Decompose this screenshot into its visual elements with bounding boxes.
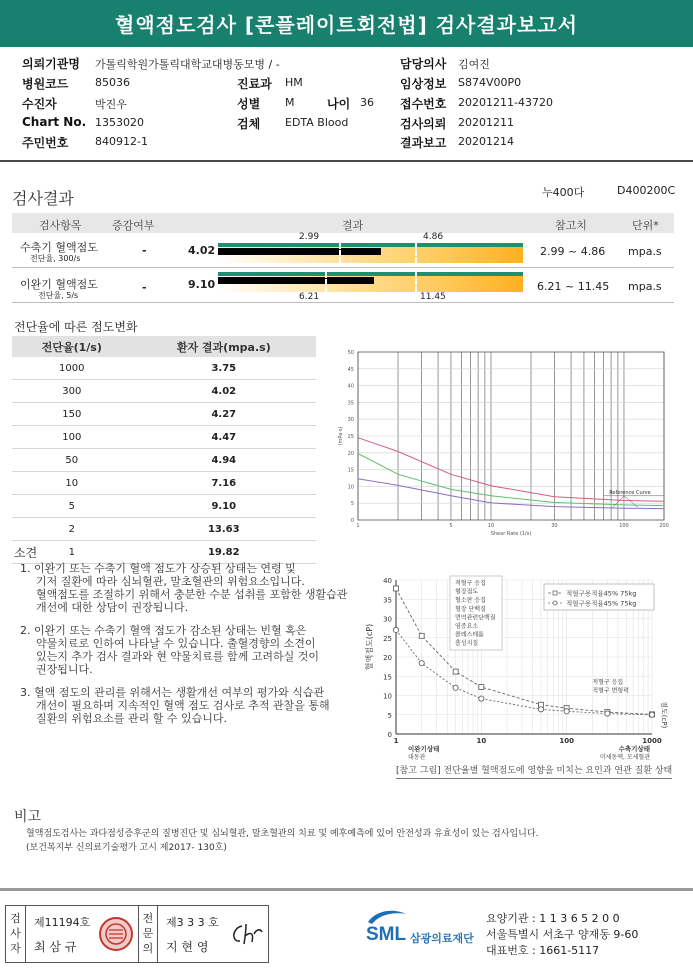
y-tick-label: 20	[383, 654, 392, 662]
factor-label: 혈장점도	[455, 588, 479, 596]
annotation-label: Reference Curve	[609, 489, 651, 496]
resident-value: 840912-1	[95, 135, 148, 148]
seal-stamp-icon	[98, 916, 134, 952]
y-tick-label: 45	[347, 366, 354, 373]
lab-name: 삼광의료재단	[410, 932, 474, 945]
data-point	[564, 709, 569, 714]
report-date-label: 결과보고	[400, 136, 447, 150]
result-value-bar	[218, 248, 381, 255]
results-code-2: D400200C	[617, 184, 676, 197]
result-ref-high: 11.45	[420, 292, 446, 302]
y-tick-label: 10	[383, 692, 392, 701]
doctor-label: 담당의사	[400, 57, 447, 71]
request-value: 20201211	[458, 116, 514, 129]
specialist-label-text: 전문의	[142, 912, 154, 955]
bottom-left-sub: 대동관	[408, 754, 426, 761]
header-result: 결과	[342, 219, 364, 232]
bottom-right-label: 수축기상태	[618, 745, 650, 753]
note-line: 기저 질환에 따라 심뇌혈관, 말초혈관의 위험요소입니다.	[36, 575, 305, 588]
shear-rate-cell: 5	[12, 495, 132, 518]
note-line: 권장됩니다.	[36, 663, 93, 676]
note-line: 개선에 대한 상담이 권장됩니다.	[36, 601, 189, 614]
right-axis-label: 점도(cP)	[660, 701, 668, 729]
receipt-label: 접수번호	[400, 97, 447, 111]
report-title: 혈액점도검사 [콘플레이트회전법] 검사결과보고서	[0, 0, 693, 47]
results-code-1: 누400다	[542, 186, 585, 199]
org-code: 요양기관 : 1 1 3 6 5 2 0 0	[486, 912, 620, 925]
shear-rate-cell: 1000	[12, 357, 132, 380]
shear-table-row	[12, 449, 316, 472]
shear-table-row	[12, 472, 316, 495]
legend-label: 적혈구용적율45% 75kg	[566, 599, 637, 608]
x-tick-label: 10	[476, 737, 487, 745]
shear-rate-cell: 10	[12, 472, 132, 495]
shear-rate-cell: 150	[12, 403, 132, 426]
note-line: 개선이 필요하며 지속적인 혈액 점도 검사로 추적 관찰을 통해	[36, 699, 330, 712]
lab-logo	[362, 906, 482, 960]
receiver-value: 박진우	[95, 98, 127, 111]
result-reference: 2.99 ~ 4.86	[540, 245, 606, 258]
age-label: 나이	[327, 97, 351, 111]
legend-label: 적혈구용적율45% 75kg	[566, 589, 637, 598]
age-value: 36	[360, 96, 374, 109]
result-reference: 6.21 ~ 11.45	[537, 280, 610, 293]
legend-marker	[553, 601, 557, 605]
result-value-bar	[218, 277, 374, 284]
data-point	[479, 696, 484, 701]
bottom-right-sub: 미세동맥, 모세혈관	[599, 754, 650, 761]
signature-box	[5, 905, 269, 963]
y-tick-label: 30	[383, 615, 392, 624]
result-range-stripe	[218, 243, 523, 247]
shear-result-cell: 13.63	[132, 518, 316, 541]
header-reference: 참고치	[555, 219, 587, 232]
remarks-line-1: 혈액점도검사는 과다점성증후군의 질병진단 및 심뇌혈관, 말초혈관의 치료 및 예후예측에 있어 안전성과 유효성이 있는 검사입니다.	[26, 829, 539, 839]
note-line: 2. 이완기 또는 수축기 혈액 점도가 감소된 상태는 빈혈 혹은	[20, 624, 307, 637]
shear-rate-cell: 1	[12, 541, 132, 564]
shear-result-cell: 4.02	[132, 380, 316, 403]
data-point	[538, 707, 543, 712]
divider	[0, 160, 693, 162]
series-line	[396, 630, 652, 715]
remarks-title: 비고	[14, 809, 42, 825]
low-shear-label: 적혈구 응집	[592, 678, 624, 686]
figure-caption: [참고 그림] 전단율별 혈액점도에 영향을 미치는 요인과 연관 질환 상태	[396, 766, 673, 776]
specimen-label: 검체	[237, 117, 261, 131]
ref-low-marker	[339, 243, 341, 263]
y-tick-label: 40	[383, 577, 392, 585]
shear-result-cell: 4.94	[132, 449, 316, 472]
x-axis-label: Shear Rate (1/s)	[490, 531, 532, 537]
result-unit: mpa.s	[628, 280, 662, 293]
specialist-license: 제3 3 3 호	[166, 916, 219, 929]
shear-result-cell: 19.82	[132, 541, 316, 564]
result-name: 이완기 혈액점도	[20, 278, 98, 291]
result-value: 9.10	[188, 278, 216, 291]
shear-table-row	[12, 380, 316, 403]
y-tick-label: 15	[383, 673, 392, 682]
figure-caption-underline	[396, 778, 672, 779]
x-tick-label: 30	[551, 523, 558, 529]
ref-high-marker	[415, 272, 417, 292]
chart-no-label: Chart No.	[22, 115, 87, 129]
results-header-row	[12, 213, 674, 233]
shear-rate-cell: 2	[12, 518, 132, 541]
specimen-value: EDTA Blood	[285, 116, 349, 129]
factor-label: 혈장 단백질	[455, 605, 486, 613]
result-unit: mpa.s	[628, 245, 662, 258]
x-tick-label: 5	[449, 523, 453, 529]
result-sub: 전단율, 5/s	[38, 291, 79, 300]
bottom-left-label: 이완기상태	[408, 745, 440, 753]
clinical-value: S874V00P0	[458, 76, 522, 89]
reference-figure	[364, 572, 674, 762]
y-axis-label: 혈액점도(cP)	[365, 623, 374, 671]
dept-label: 진료과	[237, 77, 272, 91]
lab-phone: 대표번호 : 1661-5117	[486, 944, 600, 957]
y-tick-label: 25	[347, 434, 354, 440]
note-line: 3. 혈액 점도의 관리를 위해서는 생활개선 여부의 평가와 식습관	[20, 686, 325, 699]
results-title: 검사결과	[12, 189, 74, 208]
shear-table-row	[12, 403, 316, 426]
result-ref-high: 4.86	[423, 232, 444, 242]
note-line: 혈액점도를 조절하기 위해서 충분한 수분 섭취를 포함한 생활습관	[36, 588, 348, 601]
y-tick-label: 35	[347, 400, 354, 407]
factor-label: 혈소판 응집	[455, 597, 486, 605]
y-tick-label: 25	[383, 634, 392, 643]
data-point	[453, 669, 458, 674]
legend-marker	[553, 591, 557, 595]
chart-no-value: 1353020	[95, 116, 144, 129]
y-tick-label: 5	[350, 501, 354, 508]
institution-value: 가톨릭학원가톨릭대학교대병동모병 / -	[95, 58, 280, 71]
shear-table-row	[12, 495, 316, 518]
shear-result-cell: 4.27	[132, 403, 316, 426]
checker-label-text: 검사자	[10, 912, 21, 955]
shear-table-row	[12, 357, 316, 380]
viscosity-chart	[336, 340, 676, 540]
note-line: 있는지 추가 검사 결과와 현 약물치료를 함께 고려하실 것이	[36, 650, 319, 663]
y-tick-label: 30	[347, 417, 354, 424]
receiver-label: 수진자	[22, 97, 57, 111]
specialist-label	[138, 906, 158, 962]
shear-table-row	[12, 426, 316, 449]
shear-result-cell: 4.47	[132, 426, 316, 449]
institution-label: 의뢰기관명	[22, 57, 80, 71]
y-tick-label: 15	[347, 467, 354, 474]
row-divider	[12, 267, 674, 268]
x-tick-label: 1	[356, 523, 360, 529]
checker-label	[6, 906, 26, 962]
specialist-name: 지 현 영	[166, 940, 209, 954]
shear-result-cell: 3.75	[132, 357, 316, 380]
notes-title: 소견	[14, 546, 38, 560]
result-change: -	[142, 244, 147, 257]
shear-rate-cell: 50	[12, 449, 132, 472]
header-change: 증감여부	[112, 219, 155, 232]
shear-header-result: 환자 결과(mpa.s)	[132, 336, 316, 357]
hospital-code-value: 85036	[95, 76, 130, 89]
clinical-label: 임상정보	[400, 77, 447, 91]
ref-low-marker	[325, 272, 327, 292]
report-date-value: 20201214	[458, 135, 514, 148]
result-ref-low: 2.99	[299, 232, 320, 242]
checker-license: 제11194호	[34, 916, 91, 929]
y-tick-label: 50	[347, 350, 354, 356]
receipt-value: 20201211-43720	[458, 96, 553, 109]
x-tick-label: 100	[619, 523, 629, 529]
request-label: 검사의뢰	[400, 117, 447, 131]
data-point	[419, 661, 424, 666]
footer-divider	[0, 888, 693, 891]
y-tick-label: 0	[350, 518, 354, 524]
y-tick-label: 20	[347, 450, 354, 457]
shear-header-rate: 전단율(1/s)	[12, 336, 132, 357]
note-line: 질환의 위험요소를 관리 할 수 있습니다.	[36, 712, 227, 725]
notes-text	[14, 562, 364, 725]
factor-label: 염증요소	[455, 623, 479, 630]
result-value: 4.02	[188, 244, 216, 257]
data-point	[393, 627, 398, 632]
ref-high-marker	[415, 243, 417, 263]
sex-label: 성별	[237, 97, 261, 111]
y-axis-label: (mPa·s)	[338, 426, 344, 446]
logo-text: SML	[366, 924, 407, 945]
note-line: 약물치료로 인하여 나타날 수 있습니다. 출혈경향의 소견이	[36, 637, 316, 650]
low-shear-label: 적혈구 변형력	[592, 687, 630, 695]
shear-result-cell: 7.16	[132, 472, 316, 495]
y-tick-label: 40	[347, 383, 354, 390]
x-tick-label: 200	[659, 523, 669, 529]
factor-label: 콜레스테롤	[455, 631, 484, 639]
x-tick-label: 10	[487, 523, 495, 529]
sex-value: M	[285, 96, 295, 109]
shear-rate-cell: 100	[12, 426, 132, 449]
note-line: 1. 이완기 또는 수축기 혈액 점도가 상승된 상태는 연령 및	[20, 562, 296, 575]
checker-name: 최 삼 규	[34, 940, 77, 954]
data-point	[605, 711, 610, 716]
x-tick-label: 100	[559, 737, 574, 745]
shear-table-row	[12, 541, 316, 564]
factor-label: 흡성지질	[455, 640, 479, 648]
shear-result-cell: 9.10	[132, 495, 316, 518]
x-tick-label: 1	[393, 737, 399, 745]
factor-label: 적혈구 응집	[455, 580, 486, 587]
resident-label: 주민번호	[22, 136, 69, 150]
data-point	[453, 685, 458, 690]
remarks-line-2: (보건복지부 신의료기술평가 고시 제2017- 130호)	[26, 843, 227, 853]
lab-address: 서울특별시 서초구 양재동 9-60	[486, 928, 639, 941]
hospital-code-label: 병원코드	[22, 77, 69, 91]
row-divider	[12, 302, 674, 303]
doctor-value: 김여진	[458, 58, 490, 71]
data-point	[479, 685, 484, 690]
x-tick-label: 1000	[642, 737, 662, 745]
y-tick-label: 35	[383, 596, 392, 605]
header-item: 검사항목	[39, 219, 82, 232]
data-point	[419, 633, 424, 638]
y-tick-label: 0	[387, 731, 392, 739]
result-name: 수축기 혈액점도	[20, 241, 98, 254]
shear-table-row	[12, 518, 316, 541]
y-tick-label: 10	[347, 484, 354, 491]
header-unit: 단위*	[632, 219, 659, 232]
factor-box	[450, 576, 502, 650]
result-change: -	[142, 281, 147, 294]
y-tick-label: 5	[387, 711, 392, 720]
signature-icon	[228, 920, 264, 948]
factor-label: 면역관련단백질	[455, 614, 496, 622]
result-ref-low: 6.21	[299, 292, 320, 302]
shear-section-title: 전단율에 따른 점도변화	[14, 320, 138, 334]
shear-table	[12, 336, 316, 564]
result-range-stripe	[218, 272, 523, 276]
dept-value: HM	[285, 76, 303, 89]
data-point	[394, 586, 399, 591]
shear-rate-cell: 300	[12, 380, 132, 403]
result-sub: 전단율, 300/s	[30, 254, 81, 263]
data-point	[649, 712, 654, 717]
